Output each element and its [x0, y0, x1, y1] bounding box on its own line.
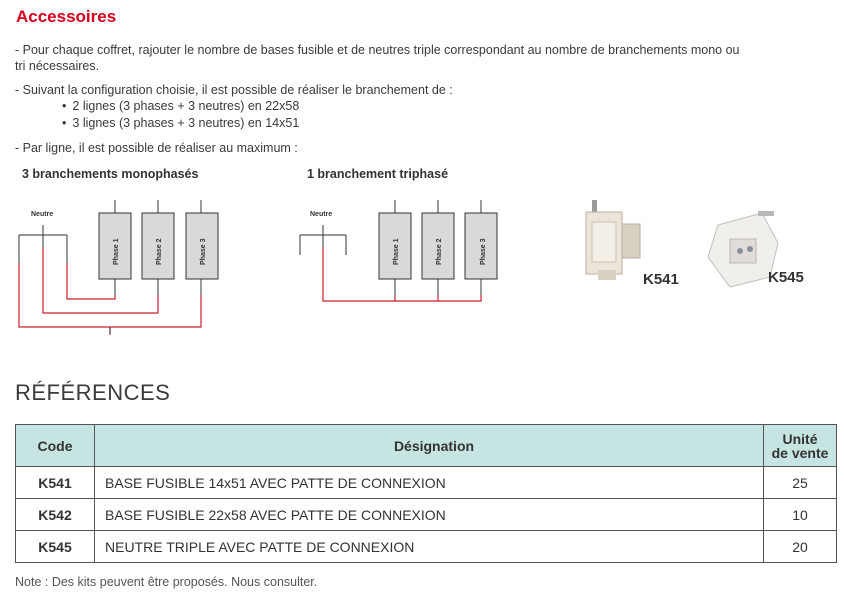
product-label-k545: K545: [768, 269, 804, 286]
neutre-label: Neutre: [310, 211, 333, 218]
product-label-k541: K541: [643, 271, 679, 288]
diagram-monophase: [0, 195, 290, 340]
cell-code: K545: [16, 531, 95, 563]
paragraph-line-1: - Pour chaque coffret, rajouter le nombre de bases fusible et de neutres triple correspondant au nombre de branchements mono ou: [15, 43, 740, 57]
cell-designation: NEUTRE TRIPLE AVEC PATTE DE CONNEXION: [95, 531, 764, 563]
cell-designation: BASE FUSIBLE 22x58 AVEC PATTE DE CONNEXION: [95, 499, 764, 531]
table-row: [16, 467, 837, 499]
references-table: [15, 424, 837, 563]
header-code: Code: [16, 425, 95, 467]
paragraph-line-2: - Suivant la configuration choisie, il est possible de réaliser le branchement de :: [15, 83, 453, 97]
phase-label-2: Phase 2: [436, 238, 443, 265]
diagram-title-mono: 3 branchements monophasés: [22, 167, 199, 181]
phase-label-2: Phase 2: [156, 238, 163, 265]
header-unite-line1: Unité: [782, 430, 818, 447]
phase-label-3: Phase 3: [480, 238, 487, 265]
paragraph-line-3: - Par ligne, il est possible de réaliser au maximum :: [15, 141, 298, 155]
header-unite-line2: de vente: [771, 444, 829, 461]
section-title-references: RÉFÉRENCES: [15, 380, 171, 405]
product-image-k541: [578, 192, 648, 292]
neutre-label: Neutre: [31, 211, 54, 218]
cell-unite: 20: [764, 531, 837, 563]
header-designation: Désignation: [95, 425, 764, 467]
table-row: [16, 499, 837, 531]
cell-code: K542: [16, 499, 95, 531]
bullet-item: • 3 lignes (3 phases + 3 neutres) en 14x51: [62, 115, 299, 131]
section-title-accessoires: Accessoires: [16, 7, 117, 26]
header-unite: [764, 425, 837, 467]
cell-code: K541: [16, 467, 95, 499]
footnote: Note : Des kits peuvent être proposés. Nous consulter.: [15, 575, 318, 589]
phase-label-1: Phase 1: [113, 238, 120, 265]
table-row: [16, 531, 837, 563]
diagram-title-tri: 1 branchement triphasé: [307, 167, 449, 181]
cell-unite: 25: [764, 467, 837, 499]
table-header-row: [16, 425, 837, 467]
cell-designation: BASE FUSIBLE 14x51 AVEC PATTE DE CONNEXION: [95, 467, 764, 499]
cell-unite: 10: [764, 499, 837, 531]
paragraph-line-1b: tri nécessaires.: [15, 59, 100, 73]
bullet-item: • 2 lignes (3 phases + 3 neutres) en 22x58: [62, 98, 299, 114]
diagram-triphase: [285, 195, 525, 310]
phase-label-1: Phase 1: [393, 238, 400, 265]
phase-label-3: Phase 3: [200, 238, 207, 265]
